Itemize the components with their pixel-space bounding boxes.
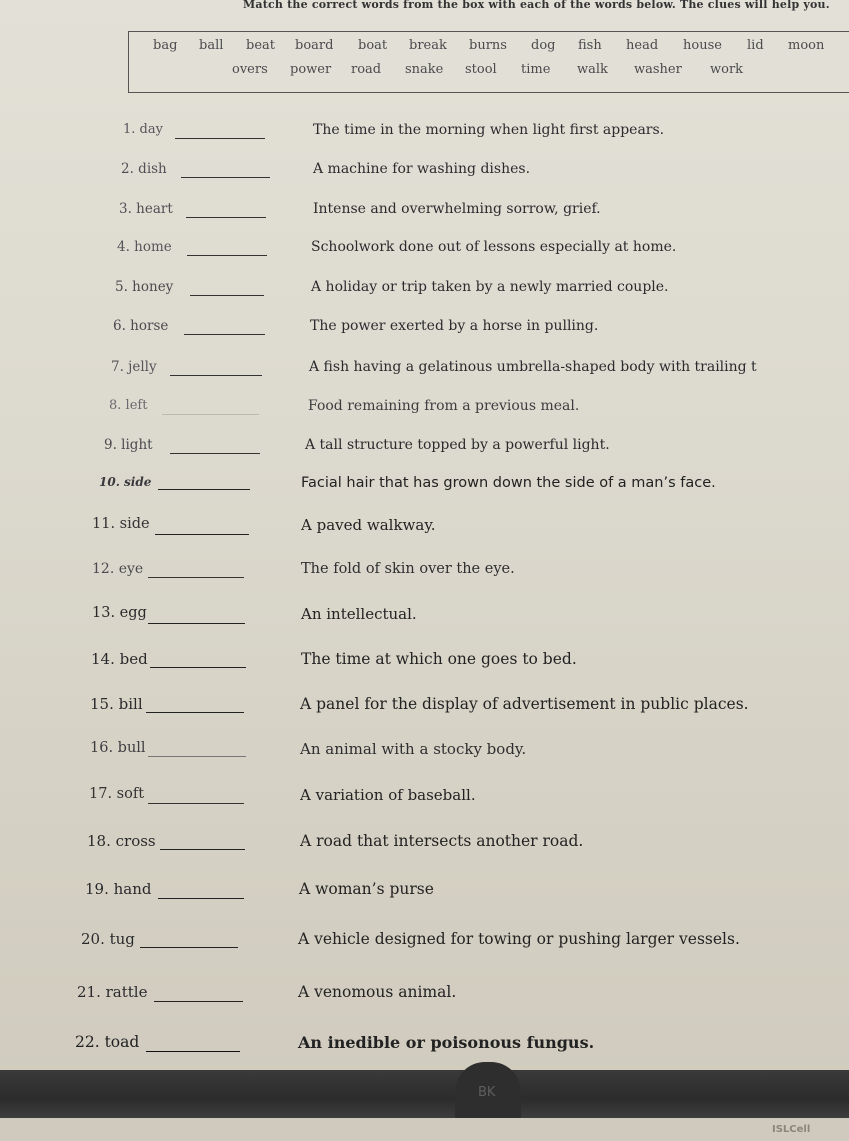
item-word: 2. dish: [121, 161, 167, 177]
item-clue: Food remaining from a previous meal.: [308, 398, 580, 414]
answer-blank[interactable]: [148, 803, 244, 804]
item-clue: A panel for the display of advertisement in public places.: [300, 695, 749, 713]
word-bank-word: beat: [246, 38, 275, 53]
answer-blank[interactable]: [160, 849, 245, 850]
item-word: 12. eye: [92, 561, 144, 577]
exercise-item: [0, 359, 849, 387]
word-bank-word: ball: [199, 38, 224, 53]
item-word: 1. day: [123, 122, 163, 137]
item-clue: A paved walkway.: [301, 516, 436, 534]
answer-blank[interactable]: [187, 255, 267, 256]
word-bank-word: break: [409, 38, 447, 53]
item-clue: An inedible or poisonous fungus.: [298, 1033, 595, 1052]
answer-blank[interactable]: [181, 177, 270, 178]
answer-blank[interactable]: [175, 138, 265, 139]
page-mark: BK: [478, 1085, 496, 1100]
exercise-item: [0, 437, 849, 465]
exercise-item: [0, 161, 849, 189]
word-bank-word: board: [295, 38, 334, 53]
word-bank-word: stool: [465, 62, 497, 77]
word-bank-row-2: [129, 62, 849, 80]
exercise-item: [0, 786, 849, 814]
exercise-item: [0, 475, 849, 503]
item-clue: The fold of skin over the eye.: [301, 561, 515, 577]
item-clue: The time in the morning when light first appears.: [313, 122, 665, 138]
word-bank-word: snake: [405, 62, 444, 77]
item-clue: The power exerted by a horse in pulling.: [310, 318, 599, 334]
item-word: 20. tug: [81, 930, 135, 948]
word-bank-box: [128, 31, 849, 93]
answer-blank[interactable]: [146, 712, 244, 713]
exercise-item: [0, 398, 849, 426]
exercise-item: [0, 561, 849, 589]
item-word: 10. side: [99, 475, 152, 489]
item-word: 13. egg: [92, 605, 147, 621]
item-word: 15. bill: [90, 695, 143, 713]
item-clue: A fish having a gelatinous umbrella-shaped body with trailing t: [309, 359, 757, 375]
item-word: 14. bed: [91, 650, 148, 668]
word-bank-row-1: [129, 38, 849, 56]
answer-blank[interactable]: [158, 898, 244, 899]
item-clue: A road that intersects another road.: [300, 832, 584, 850]
item-clue: Intense and overwhelming sorrow, grief.: [313, 201, 601, 217]
item-word: 5. honey: [115, 279, 174, 295]
word-bank-word: time: [521, 62, 551, 77]
answer-blank[interactable]: [170, 375, 262, 376]
answer-blank[interactable]: [140, 947, 238, 948]
item-word: 22. toad: [75, 1033, 140, 1051]
answer-blank[interactable]: [155, 534, 249, 535]
word-bank-word: walk: [577, 62, 608, 77]
exercise-item: [0, 516, 849, 544]
answer-blank[interactable]: [186, 217, 266, 218]
answer-blank[interactable]: [150, 667, 246, 668]
item-word: 3. heart: [119, 201, 173, 217]
exercise-item: [0, 983, 849, 1011]
answer-blank[interactable]: [148, 756, 246, 757]
item-word: 17. soft: [89, 786, 145, 802]
answer-blank[interactable]: [148, 577, 244, 578]
item-clue: A variation of baseball.: [300, 786, 476, 804]
item-word: 16. bull: [90, 740, 146, 756]
item-word: 6. horse: [113, 318, 169, 334]
item-clue: The time at which one goes to bed.: [301, 650, 577, 668]
word-bank-word: bag: [153, 38, 178, 53]
word-bank-word: fish: [578, 38, 602, 53]
item-clue: Facial hair that has grown down the side of a man’s face.: [301, 475, 716, 491]
exercise-item: [0, 201, 849, 229]
answer-blank[interactable]: [158, 489, 250, 490]
word-bank-word: lid: [747, 38, 764, 53]
word-bank-word: power: [290, 62, 332, 77]
item-word: 18. cross: [87, 832, 156, 850]
instructions-heading: Match the correct words from the box with each of the words below. The clues will help you.: [243, 0, 830, 11]
answer-blank[interactable]: [148, 623, 245, 624]
exercise-item: [0, 605, 849, 633]
corner-text: ISLCell: [772, 1124, 811, 1135]
exercise-item: [0, 740, 849, 768]
bottom-dark-band: [0, 1070, 849, 1118]
exercise-item: [0, 832, 849, 860]
exercise-item: [0, 122, 849, 150]
answer-blank[interactable]: [146, 1051, 240, 1052]
word-bank-word: moon: [788, 38, 825, 53]
exercise-item: [0, 239, 849, 267]
word-bank-word: washer: [634, 62, 682, 77]
item-word: 8. left: [109, 398, 148, 413]
exercise-item: [0, 880, 849, 908]
item-clue: An animal with a stocky body.: [300, 740, 527, 758]
item-clue: A vehicle designed for towing or pushing larger vessels.: [298, 930, 740, 948]
exercise-item: [0, 695, 849, 723]
word-bank-word: burns: [469, 38, 507, 53]
word-bank-word: dog: [531, 38, 556, 53]
word-bank-word: road: [351, 62, 382, 77]
exercise-item: [0, 279, 849, 307]
word-bank-word: boat: [358, 38, 388, 53]
answer-blank[interactable]: [190, 295, 264, 296]
word-bank-word: head: [626, 38, 659, 53]
item-word: 9. light: [104, 437, 153, 453]
item-word: 4. home: [117, 239, 172, 255]
item-clue: An intellectual.: [301, 605, 417, 623]
word-bank-word: house: [683, 38, 722, 53]
item-clue: A holiday or trip taken by a newly married couple.: [311, 279, 669, 295]
item-clue: A tall structure topped by a powerful light.: [305, 437, 610, 453]
item-clue: A woman’s purse: [299, 880, 434, 898]
item-clue: Schoolwork done out of lessons especially at home.: [311, 239, 677, 255]
exercise-item: [0, 650, 849, 678]
answer-blank[interactable]: [170, 453, 260, 454]
word-bank-word: overs: [232, 62, 268, 77]
exercise-item: [0, 1033, 849, 1061]
exercise-item: [0, 318, 849, 346]
item-word: 7. jelly: [111, 359, 157, 375]
answer-blank[interactable]: [162, 414, 259, 415]
item-clue: A machine for washing dishes.: [313, 161, 531, 177]
item-word: 11. side: [92, 516, 150, 532]
item-word: 19. hand: [85, 880, 152, 898]
word-bank-word: work: [710, 62, 744, 77]
item-clue: A venomous animal.: [298, 983, 457, 1001]
item-word: 21. rattle: [77, 983, 148, 1001]
answer-blank[interactable]: [154, 1001, 243, 1002]
exercise-item: [0, 930, 849, 958]
answer-blank[interactable]: [184, 334, 265, 335]
